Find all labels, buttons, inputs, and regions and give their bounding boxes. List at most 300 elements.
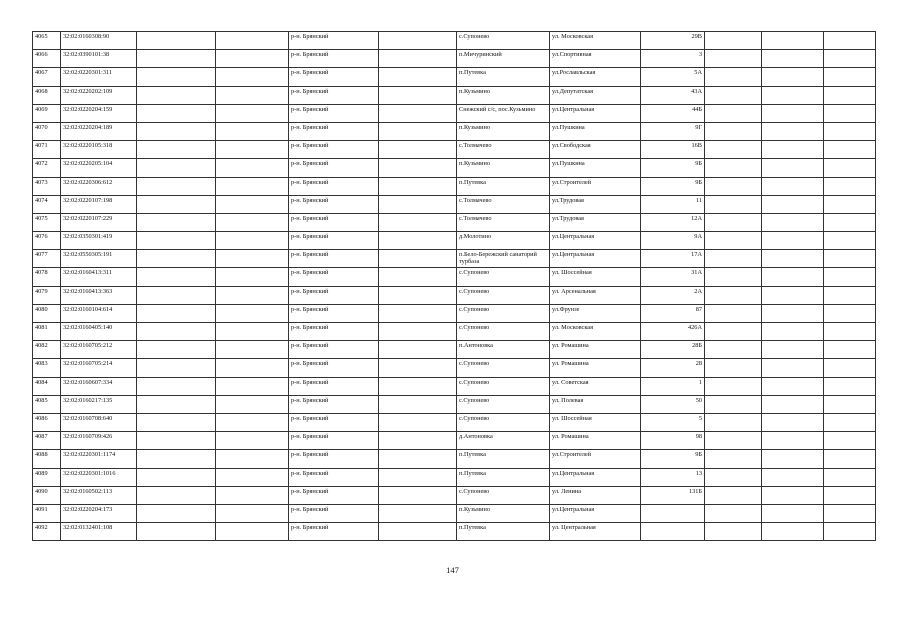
row-number-cell: 4092 [33, 523, 61, 541]
row-number-cell: 4079 [33, 286, 61, 304]
blank-cell [137, 377, 216, 395]
cadastral-number-cell: 32:02:0160104:614 [61, 304, 137, 322]
house-number-cell: 13 [641, 468, 705, 486]
house-number-cell: 11 [641, 195, 705, 213]
cadastral-number-cell: 32:02:0160413:311 [61, 268, 137, 286]
blank-cell [824, 68, 876, 86]
table-row [33, 377, 876, 395]
table-row [33, 468, 876, 486]
table-row [33, 232, 876, 250]
house-number-cell [641, 523, 705, 541]
blank-cell [705, 359, 762, 377]
blank-cell [216, 177, 289, 195]
blank-cell [216, 341, 289, 359]
cadastral-number-cell: 32:02:0160405:140 [61, 323, 137, 341]
blank-cell [824, 195, 876, 213]
blank-cell [705, 232, 762, 250]
blank-cell [379, 177, 457, 195]
row-number-cell: 4071 [33, 141, 61, 159]
blank-cell [379, 159, 457, 177]
table-row [33, 250, 876, 268]
blank-cell [705, 250, 762, 268]
blank-cell [137, 359, 216, 377]
settlement-cell: п.Путевка [457, 523, 550, 541]
table-body [33, 32, 876, 541]
blank-cell [824, 177, 876, 195]
blank-cell [824, 468, 876, 486]
cadastral-number-cell: 32:02:0220107:229 [61, 213, 137, 231]
blank-cell [762, 159, 824, 177]
blank-cell [137, 213, 216, 231]
blank-cell [762, 377, 824, 395]
house-number-cell: 9Б [641, 450, 705, 468]
table-row [33, 341, 876, 359]
blank-cell [216, 232, 289, 250]
house-number-cell: 9Г [641, 122, 705, 140]
row-number-cell: 4078 [33, 268, 61, 286]
blank-cell [762, 250, 824, 268]
street-cell: ул.Пушкина [550, 122, 641, 140]
blank-cell [137, 141, 216, 159]
blank-cell [762, 104, 824, 122]
blank-cell [216, 504, 289, 522]
settlement-cell: п.Путевка [457, 68, 550, 86]
settlement-cell: п.Кузьмино [457, 159, 550, 177]
blank-cell [824, 450, 876, 468]
table-row [33, 32, 876, 50]
district-cell: р-н. Брянский [289, 413, 379, 431]
table-row [33, 413, 876, 431]
settlement-cell: п.Кузьмино [457, 504, 550, 522]
blank-cell [137, 323, 216, 341]
street-cell: ул.Фрунзе [550, 304, 641, 322]
blank-cell [379, 104, 457, 122]
table-row [33, 50, 876, 68]
street-cell: ул. Полевая [550, 395, 641, 413]
settlement-cell: п.Путевка [457, 450, 550, 468]
street-cell: ул. Московская [550, 32, 641, 50]
street-cell: ул.Центральная [550, 232, 641, 250]
blank-cell [824, 486, 876, 504]
cadastral-number-cell: 32:02:0160308:90 [61, 32, 137, 50]
row-number-cell: 4066 [33, 50, 61, 68]
blank-cell [216, 304, 289, 322]
blank-cell [379, 195, 457, 213]
street-cell: ул.Рославльская [550, 68, 641, 86]
blank-cell [137, 177, 216, 195]
row-number-cell: 4070 [33, 122, 61, 140]
street-cell: ул.Строителей [550, 450, 641, 468]
row-number-cell: 4085 [33, 395, 61, 413]
district-cell: р-н. Брянский [289, 195, 379, 213]
table-row [33, 323, 876, 341]
district-cell: р-н. Брянский [289, 304, 379, 322]
district-cell: р-н. Брянский [289, 32, 379, 50]
street-cell: ул.Свободская [550, 141, 641, 159]
blank-cell [216, 104, 289, 122]
page-number: 147 [446, 565, 459, 575]
street-cell: ул.Центральная [550, 250, 641, 268]
blank-cell [379, 341, 457, 359]
blank-cell [705, 413, 762, 431]
table-row [33, 104, 876, 122]
table-row [33, 523, 876, 541]
blank-cell [824, 359, 876, 377]
district-cell: р-н. Брянский [289, 86, 379, 104]
house-number-cell: 12А [641, 213, 705, 231]
blank-cell [216, 250, 289, 268]
blank-cell [137, 50, 216, 68]
settlement-cell: с.Толмачево [457, 141, 550, 159]
settlement-cell: п.Кузьмино [457, 122, 550, 140]
blank-cell [705, 177, 762, 195]
district-cell: р-н. Брянский [289, 250, 379, 268]
blank-cell [379, 395, 457, 413]
blank-cell [824, 504, 876, 522]
row-number-cell: 4075 [33, 213, 61, 231]
settlement-cell: с.Супонево [457, 413, 550, 431]
settlement-cell: д.Антоновка [457, 432, 550, 450]
blank-cell [137, 232, 216, 250]
blank-cell [705, 213, 762, 231]
settlement-cell: п.Мичуринский [457, 50, 550, 68]
blank-cell [762, 395, 824, 413]
district-cell: р-н. Брянский [289, 341, 379, 359]
row-number-cell: 4086 [33, 413, 61, 431]
blank-cell [824, 377, 876, 395]
blank-cell [824, 286, 876, 304]
blank-cell [379, 432, 457, 450]
row-number-cell: 4074 [33, 195, 61, 213]
blank-cell [762, 268, 824, 286]
cadastral-number-cell: 32:02:0220204:159 [61, 104, 137, 122]
settlement-cell: с.Супонево [457, 486, 550, 504]
blank-cell [762, 86, 824, 104]
house-number-cell: 43А [641, 86, 705, 104]
street-cell: ул. Арсенальная [550, 286, 641, 304]
district-cell: р-н. Брянский [289, 232, 379, 250]
blank-cell [705, 286, 762, 304]
blank-cell [762, 432, 824, 450]
street-cell: ул. Ленина [550, 486, 641, 504]
blank-cell [137, 432, 216, 450]
street-cell: ул. Центральная [550, 523, 641, 541]
table-row [33, 395, 876, 413]
row-number-cell: 4088 [33, 450, 61, 468]
blank-cell [379, 141, 457, 159]
blank-cell [137, 159, 216, 177]
table-row [33, 268, 876, 286]
settlement-cell: Снежский с/с, пос.Кузьмино [457, 104, 550, 122]
table-row [33, 177, 876, 195]
blank-cell [824, 323, 876, 341]
street-cell: ул.Центральная [550, 104, 641, 122]
blank-cell [216, 432, 289, 450]
row-number-cell: 4081 [33, 323, 61, 341]
blank-cell [762, 341, 824, 359]
cadastral-number-cell: 32:02:0160502:113 [61, 486, 137, 504]
blank-cell [379, 486, 457, 504]
blank-cell [216, 395, 289, 413]
table-row [33, 86, 876, 104]
blank-cell [216, 523, 289, 541]
blank-cell [379, 450, 457, 468]
blank-cell [379, 323, 457, 341]
house-number-cell: 5А [641, 68, 705, 86]
street-cell: ул. Ромашина [550, 341, 641, 359]
blank-cell [379, 523, 457, 541]
table-row [33, 213, 876, 231]
blank-cell [137, 104, 216, 122]
blank-cell [216, 159, 289, 177]
blank-cell [705, 486, 762, 504]
blank-cell [137, 86, 216, 104]
cadastral-number-cell: 32:02:0350301:419 [61, 232, 137, 250]
table-row [33, 486, 876, 504]
blank-cell [705, 304, 762, 322]
blank-cell [762, 323, 824, 341]
blank-cell [379, 122, 457, 140]
district-cell: р-н. Брянский [289, 141, 379, 159]
street-cell: ул.Трудовая [550, 213, 641, 231]
row-number-cell: 4072 [33, 159, 61, 177]
blank-cell [216, 450, 289, 468]
cadastral-number-cell: 32:02:0390101:38 [61, 50, 137, 68]
blank-cell [705, 104, 762, 122]
blank-cell [216, 213, 289, 231]
blank-cell [705, 523, 762, 541]
settlement-cell: с.Супонево [457, 377, 550, 395]
blank-cell [137, 304, 216, 322]
blank-cell [762, 359, 824, 377]
blank-cell [762, 50, 824, 68]
blank-cell [137, 32, 216, 50]
blank-cell [705, 341, 762, 359]
blank-cell [137, 341, 216, 359]
district-cell: р-н. Брянский [289, 50, 379, 68]
blank-cell [705, 159, 762, 177]
street-cell: ул. Советская [550, 377, 641, 395]
blank-cell [379, 359, 457, 377]
house-number-cell: 31А [641, 268, 705, 286]
cadastral-number-cell: 32:02:0160709:426 [61, 432, 137, 450]
settlement-cell: с.Супонево [457, 286, 550, 304]
blank-cell [137, 486, 216, 504]
district-cell: р-н. Брянский [289, 468, 379, 486]
blank-cell [216, 141, 289, 159]
district-cell: р-н. Брянский [289, 122, 379, 140]
settlement-cell: с.Толмачево [457, 213, 550, 231]
settlement-cell: п.Путевка [457, 468, 550, 486]
blank-cell [216, 286, 289, 304]
cadastral-number-cell: 32:02:0132401:108 [61, 523, 137, 541]
blank-cell [216, 50, 289, 68]
cadastral-number-cell: 32:02:0220105:318 [61, 141, 137, 159]
house-number-cell: 17А [641, 250, 705, 268]
house-number-cell: 29В [641, 32, 705, 50]
blank-cell [824, 141, 876, 159]
blank-cell [705, 504, 762, 522]
settlement-cell: с.Супонево [457, 359, 550, 377]
house-number-cell: 131Б [641, 486, 705, 504]
row-number-cell: 4083 [33, 359, 61, 377]
house-number-cell: 2А [641, 286, 705, 304]
blank-cell [216, 32, 289, 50]
blank-cell [705, 122, 762, 140]
blank-cell [824, 232, 876, 250]
blank-cell [137, 268, 216, 286]
street-cell: ул. Московская [550, 323, 641, 341]
row-number-cell: 4077 [33, 250, 61, 268]
blank-cell [762, 304, 824, 322]
blank-cell [379, 50, 457, 68]
blank-cell [216, 195, 289, 213]
house-number-cell: 9А [641, 232, 705, 250]
settlement-cell: с.Супонево [457, 32, 550, 50]
blank-cell [762, 468, 824, 486]
house-number-cell [641, 504, 705, 522]
cadastral-number-cell: 32:02:0550305:191 [61, 250, 137, 268]
blank-cell [824, 213, 876, 231]
house-number-cell: 87 [641, 304, 705, 322]
blank-cell [824, 50, 876, 68]
blank-cell [824, 122, 876, 140]
blank-cell [705, 450, 762, 468]
table-row [33, 195, 876, 213]
district-cell: р-н. Брянский [289, 377, 379, 395]
row-number-cell: 4076 [33, 232, 61, 250]
settlement-cell: п.Путевка [457, 177, 550, 195]
blank-cell [137, 286, 216, 304]
blank-cell [762, 177, 824, 195]
blank-cell [379, 250, 457, 268]
blank-cell [824, 304, 876, 322]
blank-cell [762, 122, 824, 140]
blank-cell [137, 250, 216, 268]
house-number-cell: 28 [641, 359, 705, 377]
district-cell: р-н. Брянский [289, 68, 379, 86]
house-number-cell: 426А [641, 323, 705, 341]
cadastral-number-cell: 32:02:0160705:212 [61, 341, 137, 359]
street-cell: ул.Центральная [550, 468, 641, 486]
row-number-cell: 4091 [33, 504, 61, 522]
row-number-cell: 4067 [33, 68, 61, 86]
cadastral-number-cell: 32:02:0160708:640 [61, 413, 137, 431]
table-row [33, 141, 876, 159]
settlement-cell: с.Супонево [457, 395, 550, 413]
house-number-cell: 5 [641, 413, 705, 431]
district-cell: р-н. Брянский [289, 450, 379, 468]
blank-cell [379, 68, 457, 86]
district-cell: р-н. Брянский [289, 504, 379, 522]
blank-cell [705, 432, 762, 450]
blank-cell [379, 86, 457, 104]
blank-cell [379, 504, 457, 522]
settlement-cell: с.Супонево [457, 268, 550, 286]
house-number-cell: 44Б [641, 104, 705, 122]
blank-cell [705, 377, 762, 395]
street-cell: ул. Шоссейная [550, 268, 641, 286]
blank-cell [824, 395, 876, 413]
blank-cell [216, 268, 289, 286]
blank-cell [705, 141, 762, 159]
table-row [33, 304, 876, 322]
blank-cell [137, 450, 216, 468]
blank-cell [379, 286, 457, 304]
district-cell: р-н. Брянский [289, 104, 379, 122]
table-row [33, 286, 876, 304]
cadastral-number-cell: 32:02:0220301:311 [61, 68, 137, 86]
blank-cell [705, 195, 762, 213]
blank-cell [216, 468, 289, 486]
settlement-cell: п.Кузьмино [457, 86, 550, 104]
table-row [33, 359, 876, 377]
street-cell: ул.Депутатская [550, 86, 641, 104]
blank-cell [762, 68, 824, 86]
table-row [33, 450, 876, 468]
cadastral-number-cell: 32:02:0160705:214 [61, 359, 137, 377]
district-cell: р-н. Брянский [289, 268, 379, 286]
street-cell: ул. Ромашина [550, 359, 641, 377]
blank-cell [379, 268, 457, 286]
settlement-cell: с.Супонево [457, 304, 550, 322]
blank-cell [379, 468, 457, 486]
settlement-cell: д.Молотино [457, 232, 550, 250]
street-cell: ул.Центральная [550, 504, 641, 522]
blank-cell [824, 104, 876, 122]
row-number-cell: 4069 [33, 104, 61, 122]
blank-cell [762, 486, 824, 504]
district-cell: р-н. Брянский [289, 177, 379, 195]
blank-cell [705, 395, 762, 413]
row-number-cell: 4080 [33, 304, 61, 322]
settlement-cell: с.Супонево [457, 323, 550, 341]
cadastral-number-cell: 32:02:0160413:363 [61, 286, 137, 304]
blank-cell [216, 68, 289, 86]
blank-cell [762, 141, 824, 159]
blank-cell [705, 468, 762, 486]
blank-cell [216, 486, 289, 504]
blank-cell [705, 50, 762, 68]
blank-cell [705, 323, 762, 341]
blank-cell [762, 413, 824, 431]
blank-cell [824, 432, 876, 450]
blank-cell [137, 195, 216, 213]
house-number-cell: 50 [641, 395, 705, 413]
street-cell: ул.Спортивная [550, 50, 641, 68]
street-cell: ул.Трудовая [550, 195, 641, 213]
cadastral-number-cell: 32:02:0160607:334 [61, 377, 137, 395]
blank-cell [137, 523, 216, 541]
cadastral-number-cell: 32:02:0220301:1174 [61, 450, 137, 468]
table-row [33, 432, 876, 450]
blank-cell [379, 304, 457, 322]
blank-cell [216, 86, 289, 104]
house-number-cell: 9Б [641, 177, 705, 195]
blank-cell [379, 413, 457, 431]
district-cell: р-н. Брянский [289, 395, 379, 413]
cadastral-number-cell: 32:02:0160217:135 [61, 395, 137, 413]
blank-cell [379, 32, 457, 50]
blank-cell [824, 32, 876, 50]
blank-cell [762, 523, 824, 541]
cadastral-number-cell: 32:02:0220306:612 [61, 177, 137, 195]
cadastral-number-cell: 32:02:0220202:109 [61, 86, 137, 104]
blank-cell [824, 159, 876, 177]
house-number-cell: 9Б [641, 159, 705, 177]
blank-cell [762, 195, 824, 213]
row-number-cell: 4087 [33, 432, 61, 450]
